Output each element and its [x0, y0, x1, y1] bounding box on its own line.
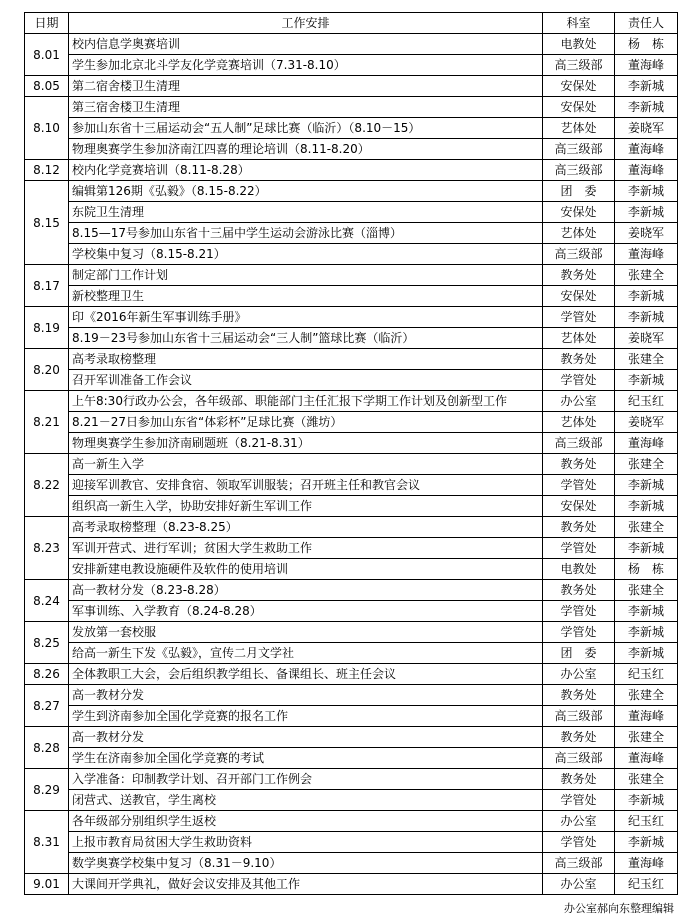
task-cell: 数学奥赛学校集中复习（8.31－9.10） — [69, 853, 543, 874]
person-cell: 李新城 — [615, 76, 678, 97]
dept-cell: 高三级部 — [543, 433, 615, 454]
task-cell: 组织高一新生入学，协助安排好新生军训工作 — [69, 496, 543, 517]
table-row — [25, 811, 678, 832]
table-row — [25, 286, 678, 307]
task-cell: 高一教材分发 — [69, 685, 543, 706]
dept-cell: 电教处 — [543, 34, 615, 55]
dept-cell: 办公室 — [543, 391, 615, 412]
date-cell: 8.29 — [25, 769, 69, 811]
dept-cell: 学管处 — [543, 601, 615, 622]
task-cell: 上午8:30行政办公会，各年级部、职能部门主任汇报下学期工作计划及创新型工作 — [69, 391, 543, 412]
person-cell: 董海峰 — [615, 160, 678, 181]
dept-cell: 高三级部 — [543, 139, 615, 160]
table-row — [25, 265, 678, 286]
person-cell: 杨 栋 — [615, 34, 678, 55]
table-row — [25, 307, 678, 328]
dept-cell: 高三级部 — [543, 160, 615, 181]
dept-cell: 学管处 — [543, 475, 615, 496]
dept-cell: 高三级部 — [543, 55, 615, 76]
table-row — [25, 622, 678, 643]
person-cell: 纪玉红 — [615, 391, 678, 412]
dept-cell: 安保处 — [543, 97, 615, 118]
task-cell: 东院卫生清理 — [69, 202, 543, 223]
person-cell: 李新城 — [615, 622, 678, 643]
task-cell: 迎接军训教官、安排食宿、领取军训服装；召开班主任和教官会议 — [69, 475, 543, 496]
task-cell: 制定部门工作计划 — [69, 265, 543, 286]
person-cell: 姜晓军 — [615, 412, 678, 433]
table-row — [25, 370, 678, 391]
table-row — [25, 496, 678, 517]
table-row — [25, 223, 678, 244]
task-cell: 学生参加北京北斗学友化学竞赛培训（7.31-8.10） — [69, 55, 543, 76]
date-cell: 8.12 — [25, 160, 69, 181]
table-row — [25, 664, 678, 685]
person-cell: 张建全 — [615, 769, 678, 790]
task-cell: 闭营式、送教官，学生离校 — [69, 790, 543, 811]
person-cell: 李新城 — [615, 181, 678, 202]
person-cell: 李新城 — [615, 202, 678, 223]
table-row — [25, 580, 678, 601]
table-row — [25, 160, 678, 181]
person-cell: 姜晓军 — [615, 118, 678, 139]
table-row — [25, 34, 678, 55]
table-row — [25, 769, 678, 790]
dept-cell: 教务处 — [543, 517, 615, 538]
task-cell: 召开军训准备工作会议 — [69, 370, 543, 391]
person-cell: 李新城 — [615, 538, 678, 559]
table-row — [25, 727, 678, 748]
table-row — [25, 538, 678, 559]
table-row — [25, 76, 678, 97]
person-cell: 张建全 — [615, 454, 678, 475]
table-row — [25, 328, 678, 349]
person-cell: 杨 栋 — [615, 559, 678, 580]
person-cell: 董海峰 — [615, 139, 678, 160]
person-cell: 董海峰 — [615, 433, 678, 454]
table-row — [25, 181, 678, 202]
table-row — [25, 685, 678, 706]
task-cell: 第三宿舍楼卫生清理 — [69, 97, 543, 118]
table-row — [25, 517, 678, 538]
person-cell: 张建全 — [615, 517, 678, 538]
person-cell: 张建全 — [615, 265, 678, 286]
table-row — [25, 874, 678, 895]
person-cell: 张建全 — [615, 685, 678, 706]
person-cell: 李新城 — [615, 475, 678, 496]
date-cell: 8.05 — [25, 76, 69, 97]
header-person: 责任人 — [615, 13, 678, 34]
task-cell: 发放第一套校服 — [69, 622, 543, 643]
task-cell: 给高一新生下发《弘毅》，宣传二月文学社 — [69, 643, 543, 664]
header-dept: 科室 — [543, 13, 615, 34]
header-date: 日期 — [25, 13, 69, 34]
person-cell: 李新城 — [615, 643, 678, 664]
dept-cell: 高三级部 — [543, 244, 615, 265]
date-cell: 8.10 — [25, 97, 69, 160]
schedule-table — [24, 12, 678, 895]
date-cell: 8.19 — [25, 307, 69, 349]
table-row — [25, 790, 678, 811]
date-cell: 8.15 — [25, 181, 69, 265]
table-row — [25, 244, 678, 265]
dept-cell: 教务处 — [543, 685, 615, 706]
task-cell: 学校集中复习（8.15-8.21） — [69, 244, 543, 265]
person-cell: 董海峰 — [615, 748, 678, 769]
task-cell: 大课间开学典礼，做好会议安排及其他工作 — [69, 874, 543, 895]
footer-note: 办公室郝向东整理编辑 — [564, 902, 674, 915]
dept-cell: 教务处 — [543, 727, 615, 748]
table-row — [25, 832, 678, 853]
dept-cell: 高三级部 — [543, 706, 615, 727]
dept-cell: 学管处 — [543, 538, 615, 559]
date-cell: 8.25 — [25, 622, 69, 664]
task-cell: 各年级部分别组织学生返校 — [69, 811, 543, 832]
person-cell: 纪玉红 — [615, 811, 678, 832]
task-cell: 校内化学竞赛培训（8.11-8.28） — [69, 160, 543, 181]
date-cell: 8.20 — [25, 349, 69, 391]
table-row — [25, 97, 678, 118]
person-cell: 李新城 — [615, 790, 678, 811]
dept-cell: 艺体处 — [543, 118, 615, 139]
table-row — [25, 202, 678, 223]
table-row — [25, 454, 678, 475]
dept-cell: 教务处 — [543, 580, 615, 601]
dept-cell: 学管处 — [543, 307, 615, 328]
person-cell: 董海峰 — [615, 706, 678, 727]
dept-cell: 办公室 — [543, 811, 615, 832]
table-row — [25, 118, 678, 139]
person-cell: 董海峰 — [615, 55, 678, 76]
date-cell: 8.17 — [25, 265, 69, 307]
dept-cell: 电教处 — [543, 559, 615, 580]
task-cell: 高一教材分发 — [69, 727, 543, 748]
table-row — [25, 643, 678, 664]
dept-cell: 办公室 — [543, 664, 615, 685]
dept-cell: 教务处 — [543, 454, 615, 475]
table-row — [25, 748, 678, 769]
person-cell: 董海峰 — [615, 244, 678, 265]
person-cell: 董海峰 — [615, 853, 678, 874]
person-cell: 李新城 — [615, 832, 678, 853]
dept-cell: 团 委 — [543, 181, 615, 202]
dept-cell: 艺体处 — [543, 328, 615, 349]
dept-cell: 安保处 — [543, 286, 615, 307]
dept-cell: 团 委 — [543, 643, 615, 664]
date-cell: 8.24 — [25, 580, 69, 622]
task-cell: 军训开营式、进行军训；贫困大学生救助工作 — [69, 538, 543, 559]
dept-cell: 学管处 — [543, 622, 615, 643]
task-cell: 8.19－23号参加山东省十三届运动会“三人制”篮球比赛（临沂） — [69, 328, 543, 349]
table-row — [25, 853, 678, 874]
dept-cell: 学管处 — [543, 370, 615, 391]
task-cell: 校内信息学奥赛培训 — [69, 34, 543, 55]
date-cell: 8.22 — [25, 454, 69, 517]
dept-cell: 学管处 — [543, 790, 615, 811]
task-cell: 印《2016年新生军事训练手册》 — [69, 307, 543, 328]
task-cell: 全体教职工大会，会后组织教学组长、备课组长、班主任会议 — [69, 664, 543, 685]
task-cell: 参加山东省十三届运动会“五人制”足球比赛（临沂）（8.10－15） — [69, 118, 543, 139]
task-cell: 高考录取榜整理（8.23-8.25） — [69, 517, 543, 538]
table-row — [25, 559, 678, 580]
dept-cell: 办公室 — [543, 874, 615, 895]
header-task: 工作安排 — [69, 13, 543, 34]
date-cell: 8.26 — [25, 664, 69, 685]
dept-cell: 学管处 — [543, 832, 615, 853]
task-cell: 高考录取榜整理 — [69, 349, 543, 370]
task-cell: 学生到济南参加全国化学竞赛的报名工作 — [69, 706, 543, 727]
dept-cell: 教务处 — [543, 769, 615, 790]
task-cell: 军事训练、入学教育（8.24-8.28） — [69, 601, 543, 622]
task-cell: 编辑第126期《弘毅》（8.15-8.22） — [69, 181, 543, 202]
table-row — [25, 412, 678, 433]
dept-cell: 高三级部 — [543, 748, 615, 769]
task-cell: 新校整理卫生 — [69, 286, 543, 307]
task-cell: 第二宿舍楼卫生清理 — [69, 76, 543, 97]
date-cell: 8.21 — [25, 391, 69, 454]
table-row — [25, 475, 678, 496]
dept-cell: 安保处 — [543, 76, 615, 97]
dept-cell: 高三级部 — [543, 853, 615, 874]
person-cell: 纪玉红 — [615, 874, 678, 895]
table-row — [25, 139, 678, 160]
table-row — [25, 601, 678, 622]
date-cell: 8.31 — [25, 811, 69, 874]
date-cell: 8.27 — [25, 685, 69, 727]
person-cell: 李新城 — [615, 97, 678, 118]
table-row — [25, 433, 678, 454]
dept-cell: 教务处 — [543, 265, 615, 286]
dept-cell: 艺体处 — [543, 412, 615, 433]
table-row — [25, 391, 678, 412]
person-cell: 李新城 — [615, 370, 678, 391]
person-cell: 李新城 — [615, 496, 678, 517]
date-cell: 8.23 — [25, 517, 69, 580]
task-cell: 8.15—17号参加山东省十三届中学生运动会游泳比赛（淄博） — [69, 223, 543, 244]
task-cell: 8.21－27日参加山东省“体彩杯”足球比赛（潍坊） — [69, 412, 543, 433]
date-cell: 8.28 — [25, 727, 69, 769]
task-cell: 学生在济南参加全国化学竞赛的考试 — [69, 748, 543, 769]
table-row — [25, 55, 678, 76]
date-cell: 9.01 — [25, 874, 69, 895]
person-cell: 姜晓军 — [615, 328, 678, 349]
task-cell: 高一新生入学 — [69, 454, 543, 475]
task-cell: 高一教材分发（8.23-8.28） — [69, 580, 543, 601]
dept-cell: 艺体处 — [543, 223, 615, 244]
person-cell: 姜晓军 — [615, 223, 678, 244]
task-cell: 安排新建电教设施硬件及软件的使用培训 — [69, 559, 543, 580]
person-cell: 张建全 — [615, 580, 678, 601]
person-cell: 李新城 — [615, 286, 678, 307]
header-row — [25, 13, 678, 34]
table-row — [25, 706, 678, 727]
person-cell: 张建全 — [615, 727, 678, 748]
dept-cell: 教务处 — [543, 349, 615, 370]
task-cell: 上报市教育局贫困大学生救助资料 — [69, 832, 543, 853]
task-cell: 物理奥赛学生参加济南江四喜的理论培训（8.11-8.20） — [69, 139, 543, 160]
table-row — [25, 349, 678, 370]
person-cell: 李新城 — [615, 307, 678, 328]
person-cell: 纪玉红 — [615, 664, 678, 685]
task-cell: 物理奥赛学生参加济南刷题班（8.21-8.31） — [69, 433, 543, 454]
person-cell: 张建全 — [615, 349, 678, 370]
dept-cell: 安保处 — [543, 202, 615, 223]
person-cell: 李新城 — [615, 601, 678, 622]
date-cell: 8.01 — [25, 34, 69, 76]
task-cell: 入学准备：印制教学计划、召开部门工作例会 — [69, 769, 543, 790]
dept-cell: 安保处 — [543, 496, 615, 517]
